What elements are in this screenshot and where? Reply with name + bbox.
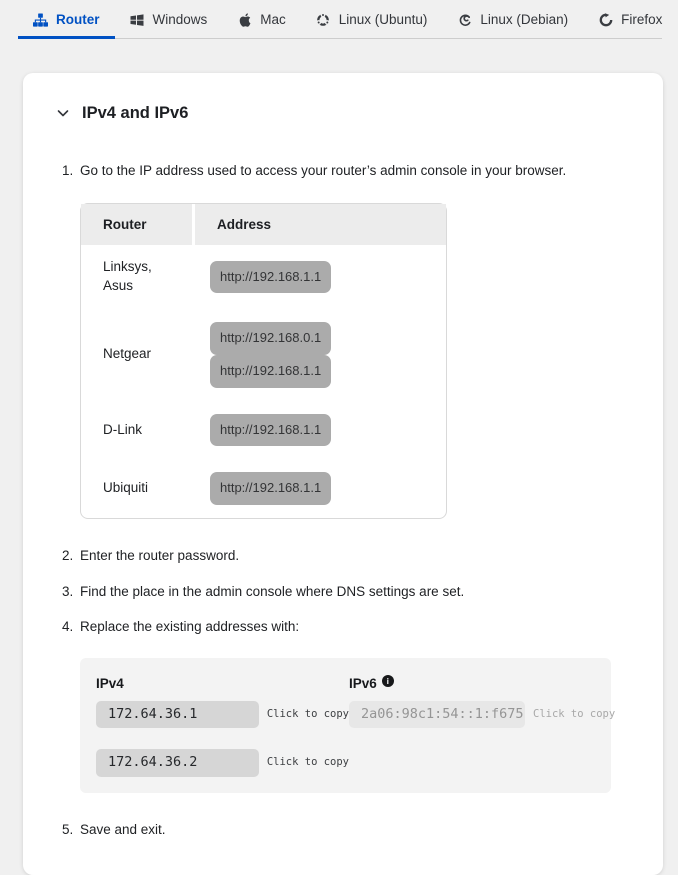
tab-label: Router <box>56 12 100 27</box>
dns-addresses-panel <box>80 658 616 793</box>
tab-label: Mac <box>260 12 286 27</box>
step-item-1 <box>77 161 630 519</box>
sitemap-icon <box>33 13 48 27</box>
router-name-cell: D-Link <box>103 421 143 437</box>
windows-icon <box>130 13 145 27</box>
step-item-5 <box>77 820 630 840</box>
step-text: Save and exit. <box>80 821 166 837</box>
tab-mac[interactable] <box>222 0 301 39</box>
router-address-table <box>80 203 447 520</box>
platform-tabs <box>18 0 662 39</box>
table-row <box>81 459 446 518</box>
ipv6-column <box>349 674 615 777</box>
ipv4-address-1[interactable]: 172.64.36.1 <box>96 701 259 729</box>
tab-firefox[interactable] <box>583 0 677 39</box>
info-icon[interactable] <box>382 675 394 687</box>
step-item-3 <box>77 582 630 602</box>
address-cell <box>192 322 446 388</box>
step-text: Replace the existing addresses with: <box>80 619 300 635</box>
router-name-cell: Linksys, Asus <box>103 259 152 294</box>
table-row <box>81 401 446 460</box>
address-cell <box>192 261 446 294</box>
address-pill: http://192.168.0.1 <box>210 322 331 355</box>
ipv6-address[interactable]: 2a06:98c1:54::1:f675 <box>349 701 525 729</box>
ubuntu-icon <box>316 13 331 27</box>
table-row <box>81 309 446 401</box>
ipv4-address-row <box>96 749 349 777</box>
address-pill: http://192.168.1.1 <box>210 261 331 294</box>
ipv6-address-row <box>349 701 615 729</box>
router-name-cell: Ubiquiti <box>103 480 149 496</box>
table-row <box>81 245 446 309</box>
instruction-steps <box>57 161 630 839</box>
address-cell <box>192 414 446 447</box>
address-pill: http://192.168.1.1 <box>210 472 331 505</box>
section-title: IPv4 and IPv6 <box>82 104 189 122</box>
tab-linux-debian[interactable] <box>442 0 583 39</box>
debian-icon <box>457 13 472 27</box>
tab-linux-ubuntu[interactable] <box>301 0 443 39</box>
ipv4-label: IPv4 <box>96 675 124 691</box>
address-pill: http://192.168.1.1 <box>210 355 331 388</box>
step-item-2 <box>77 546 630 566</box>
tab-label: Linux (Debian) <box>480 12 569 27</box>
click-to-copy-hint: Click to copy <box>266 707 349 720</box>
tab-label: Linux (Ubuntu) <box>338 12 428 27</box>
content-card <box>23 73 663 875</box>
step-text: Go to the IP address used to access your router’s admin console in your browser. <box>80 163 567 178</box>
ipv4-address-row <box>96 701 349 729</box>
step-text: Enter the router password. <box>80 548 240 564</box>
tab-router[interactable] <box>18 0 115 39</box>
tab-windows[interactable] <box>115 0 223 39</box>
column-header-address: Address <box>195 204 446 246</box>
step-text: Find the place in the admin console where DNS settings are set. <box>80 583 465 599</box>
address-pill: http://192.168.1.1 <box>210 414 331 447</box>
step-item-4 <box>77 617 630 792</box>
router-name-cell: Netgear <box>103 346 152 362</box>
firefox-icon <box>598 13 613 27</box>
click-to-copy-hint: Click to copy <box>266 756 349 769</box>
ipv4-address-2[interactable]: 172.64.36.2 <box>96 749 259 777</box>
ipv6-label: IPv6i <box>349 674 615 694</box>
tab-label: Firefox <box>621 12 663 27</box>
address-cell <box>192 472 446 505</box>
section-header <box>57 104 630 123</box>
column-header-router: Router <box>81 204 192 246</box>
tab-label: Windows <box>152 12 208 27</box>
ipv4-column <box>96 674 349 777</box>
apple-icon <box>237 13 252 27</box>
click-to-copy-hint: Click to copy <box>533 707 616 720</box>
chevron-down-icon[interactable] <box>57 109 69 118</box>
table-header-row <box>81 204 446 246</box>
